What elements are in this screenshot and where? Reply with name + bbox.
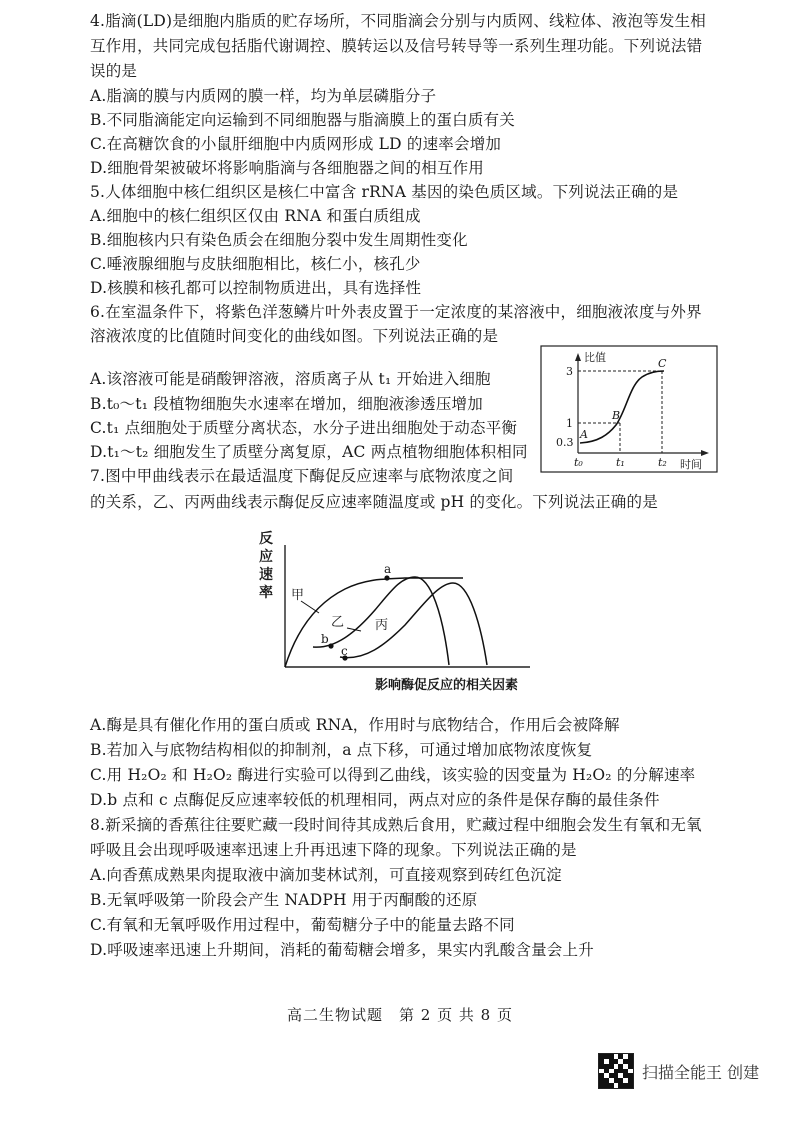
q5-stem-line-1: 5.人体细胞中核仁组织区是核仁中富含 rRNA 基因的染色质区域。下列说法正确的是 bbox=[90, 183, 679, 201]
q6-y-arrow-icon bbox=[575, 353, 581, 361]
q7-y-label-char-2: 应 bbox=[259, 549, 273, 565]
q6-option-c: C.t₁ 点细胞处于质壁分离状态，水分子进出细胞处于动态平衡 bbox=[90, 419, 518, 437]
q7-option-b: B.若加入与底物结构相似的抑制剂，a 点下移，可通过增加底物浓度恢复 bbox=[90, 741, 593, 759]
scanner-watermark-text: 扫描全能王 创建 bbox=[642, 1062, 760, 1082]
q7-option-d: D.b 点和 c 点酶促反应速率较低的机理相同，两点对应的条件是保存酶的最佳条件 bbox=[90, 791, 660, 809]
page-footer: 高二生物试题 第 2 页 共 8 页 bbox=[287, 1006, 513, 1024]
q7-y-label-char-3: 速 bbox=[259, 567, 273, 583]
q8-option-a: A.向香蕉成熟果肉提取液中滴加斐林试剂，可直接观察到砖红色沉淀 bbox=[90, 866, 562, 884]
q8-option-d: D.呼吸速率迅速上升期间，消耗的葡萄糖会增多，果实内乳酸含量会上升 bbox=[90, 941, 594, 959]
q5-option-d: D.核膜和核孔都可以控制物质进出，具有选择性 bbox=[90, 279, 422, 297]
q6-stem-line-1: 6.在室温条件下，将紫色洋葱鳞片叶外表皮置于一定浓度的某溶液中，细胞液浓度与外界 bbox=[90, 303, 702, 321]
q6-ratio-curve bbox=[580, 371, 664, 443]
q4-option-a: A.脂滴的膜与内质网的膜一样，均为单层磷脂分子 bbox=[90, 87, 437, 105]
q6-point-a-label: A bbox=[580, 428, 588, 441]
q4-option-c: C.在高糖饮食的小鼠肝细胞中内质网形成 LD 的速率会增加 bbox=[90, 135, 502, 153]
q7-stem-line-1: 7.图中甲曲线表示在最适温度下酶促反应速率与底物浓度之间 bbox=[90, 467, 514, 485]
q8-option-b: B.无氧呼吸第一阶段会产生 NADPH 用于丙酮酸的还原 bbox=[90, 891, 478, 909]
q6-option-d: D.t₁～t₂ 细胞发生了质壁分离复原，AC 两点植物细胞体积相同 bbox=[90, 443, 528, 461]
q7-option-c: C.用 H₂O₂ 和 H₂O₂ 酶进行实验可以得到乙曲线，该实验的因变量为 H₂O₂ 的分解速率 bbox=[90, 766, 696, 784]
q6-x-axis-label: 时间 bbox=[680, 458, 702, 471]
q7-y-axis-label-group bbox=[259, 530, 273, 601]
q6-x-tick-t2: t₂ bbox=[658, 456, 667, 469]
q4-stem-line-1: 4.脂滴(LD)是细胞内脂质的贮存场所，不同脂滴会分别与内质网、线粒体、液泡等发生相 bbox=[90, 12, 707, 30]
q6-x-tick-t0: t₀ bbox=[574, 456, 583, 469]
q7-point-a-label: a bbox=[384, 562, 392, 576]
q7-y-label-char-1: 反 bbox=[259, 531, 273, 547]
q7-stem-line-2: 的关系，乙、丙两曲线表示酶促反应速率随温度或 pH 的变化。下列说法正确的是 bbox=[90, 493, 658, 511]
qr-code-icon bbox=[598, 1053, 634, 1089]
q5-option-a: A.细胞中的核仁组织区仅由 RNA 和蛋白质组成 bbox=[90, 207, 421, 225]
q7-point-a bbox=[384, 575, 389, 580]
q6-x-tick-t1: t₁ bbox=[616, 456, 625, 469]
q8-stem-line-1: 8.新采摘的香蕉往往要贮藏一段时间待其成熟后食用，贮藏过程中细胞会发生有氧和无氧 bbox=[90, 816, 702, 834]
q7-enzyme-rate-graph bbox=[255, 525, 545, 697]
q6-point-b-label: B bbox=[612, 409, 621, 422]
q8-option-c: C.有氧和无氧呼吸作用过程中，葡萄糖分子中的能量去路不同 bbox=[90, 916, 515, 934]
q5-option-c: C.唾液腺细胞与皮肤细胞相比，核仁小，核孔少 bbox=[90, 255, 421, 273]
q6-y-tick-1: 1 bbox=[566, 417, 573, 430]
q7-option-a: A.酶是具有催化作用的蛋白质或 RNA，作用时与底物结合，作用后会被降解 bbox=[90, 716, 620, 734]
q6-y-axis-label: 比值 bbox=[584, 351, 606, 364]
scanner-watermark bbox=[598, 1053, 759, 1089]
q7-point-c-label: c bbox=[341, 644, 348, 658]
q6-ratio-graph bbox=[540, 345, 718, 473]
q6-point-c-label: C bbox=[658, 357, 667, 370]
q7-point-b-label: b bbox=[321, 632, 329, 646]
q4-option-d: D.细胞骨架被破坏将影响脂滴与各细胞器之间的相互作用 bbox=[90, 159, 485, 177]
q7-y-label-char-4: 率 bbox=[259, 585, 273, 601]
q7-point-b bbox=[328, 643, 333, 648]
q5-option-b: B.细胞核内只有染色质会在细胞分裂中发生周期性变化 bbox=[90, 231, 468, 249]
q7-curve-jia-label: 甲 bbox=[291, 588, 305, 603]
q4-stem-line-2: 互作用，共同完成包括脂代谢调控、膜转运以及信号转导等一系列生理功能。下列说法错 bbox=[90, 37, 703, 55]
q6-y-tick-0-3: 0.3 bbox=[556, 436, 574, 449]
q7-curve-yi-label: 乙 bbox=[331, 615, 345, 630]
q6-option-b: B.t₀～t₁ 段植物细胞失水速率在增加，细胞液渗透压增加 bbox=[90, 395, 483, 413]
q7-curve-bing-label: 丙 bbox=[375, 618, 389, 633]
q4-stem-line-3: 误的是 bbox=[90, 62, 138, 80]
q6-x-arrow-icon bbox=[701, 450, 709, 456]
q6-option-a: A.该溶液可能是硝酸钾溶液，溶质离子从 t₁ 开始进入细胞 bbox=[90, 370, 491, 388]
q6-y-tick-3: 3 bbox=[566, 365, 573, 378]
q4-option-b: B.不同脂滴能定向运输到不同细胞器与脂滴膜上的蛋白质有关 bbox=[90, 111, 515, 129]
q6-stem-line-2: 溶液浓度的比值随时间变化的曲线如图。下列说法正确的是 bbox=[90, 327, 499, 345]
q7-x-axis-label: 影响酶促反应的相关因素 bbox=[375, 678, 519, 693]
q8-stem-line-2: 呼吸且会出现呼吸速率迅速上升再迅速下降的现象。下列说法正确的是 bbox=[90, 841, 577, 859]
